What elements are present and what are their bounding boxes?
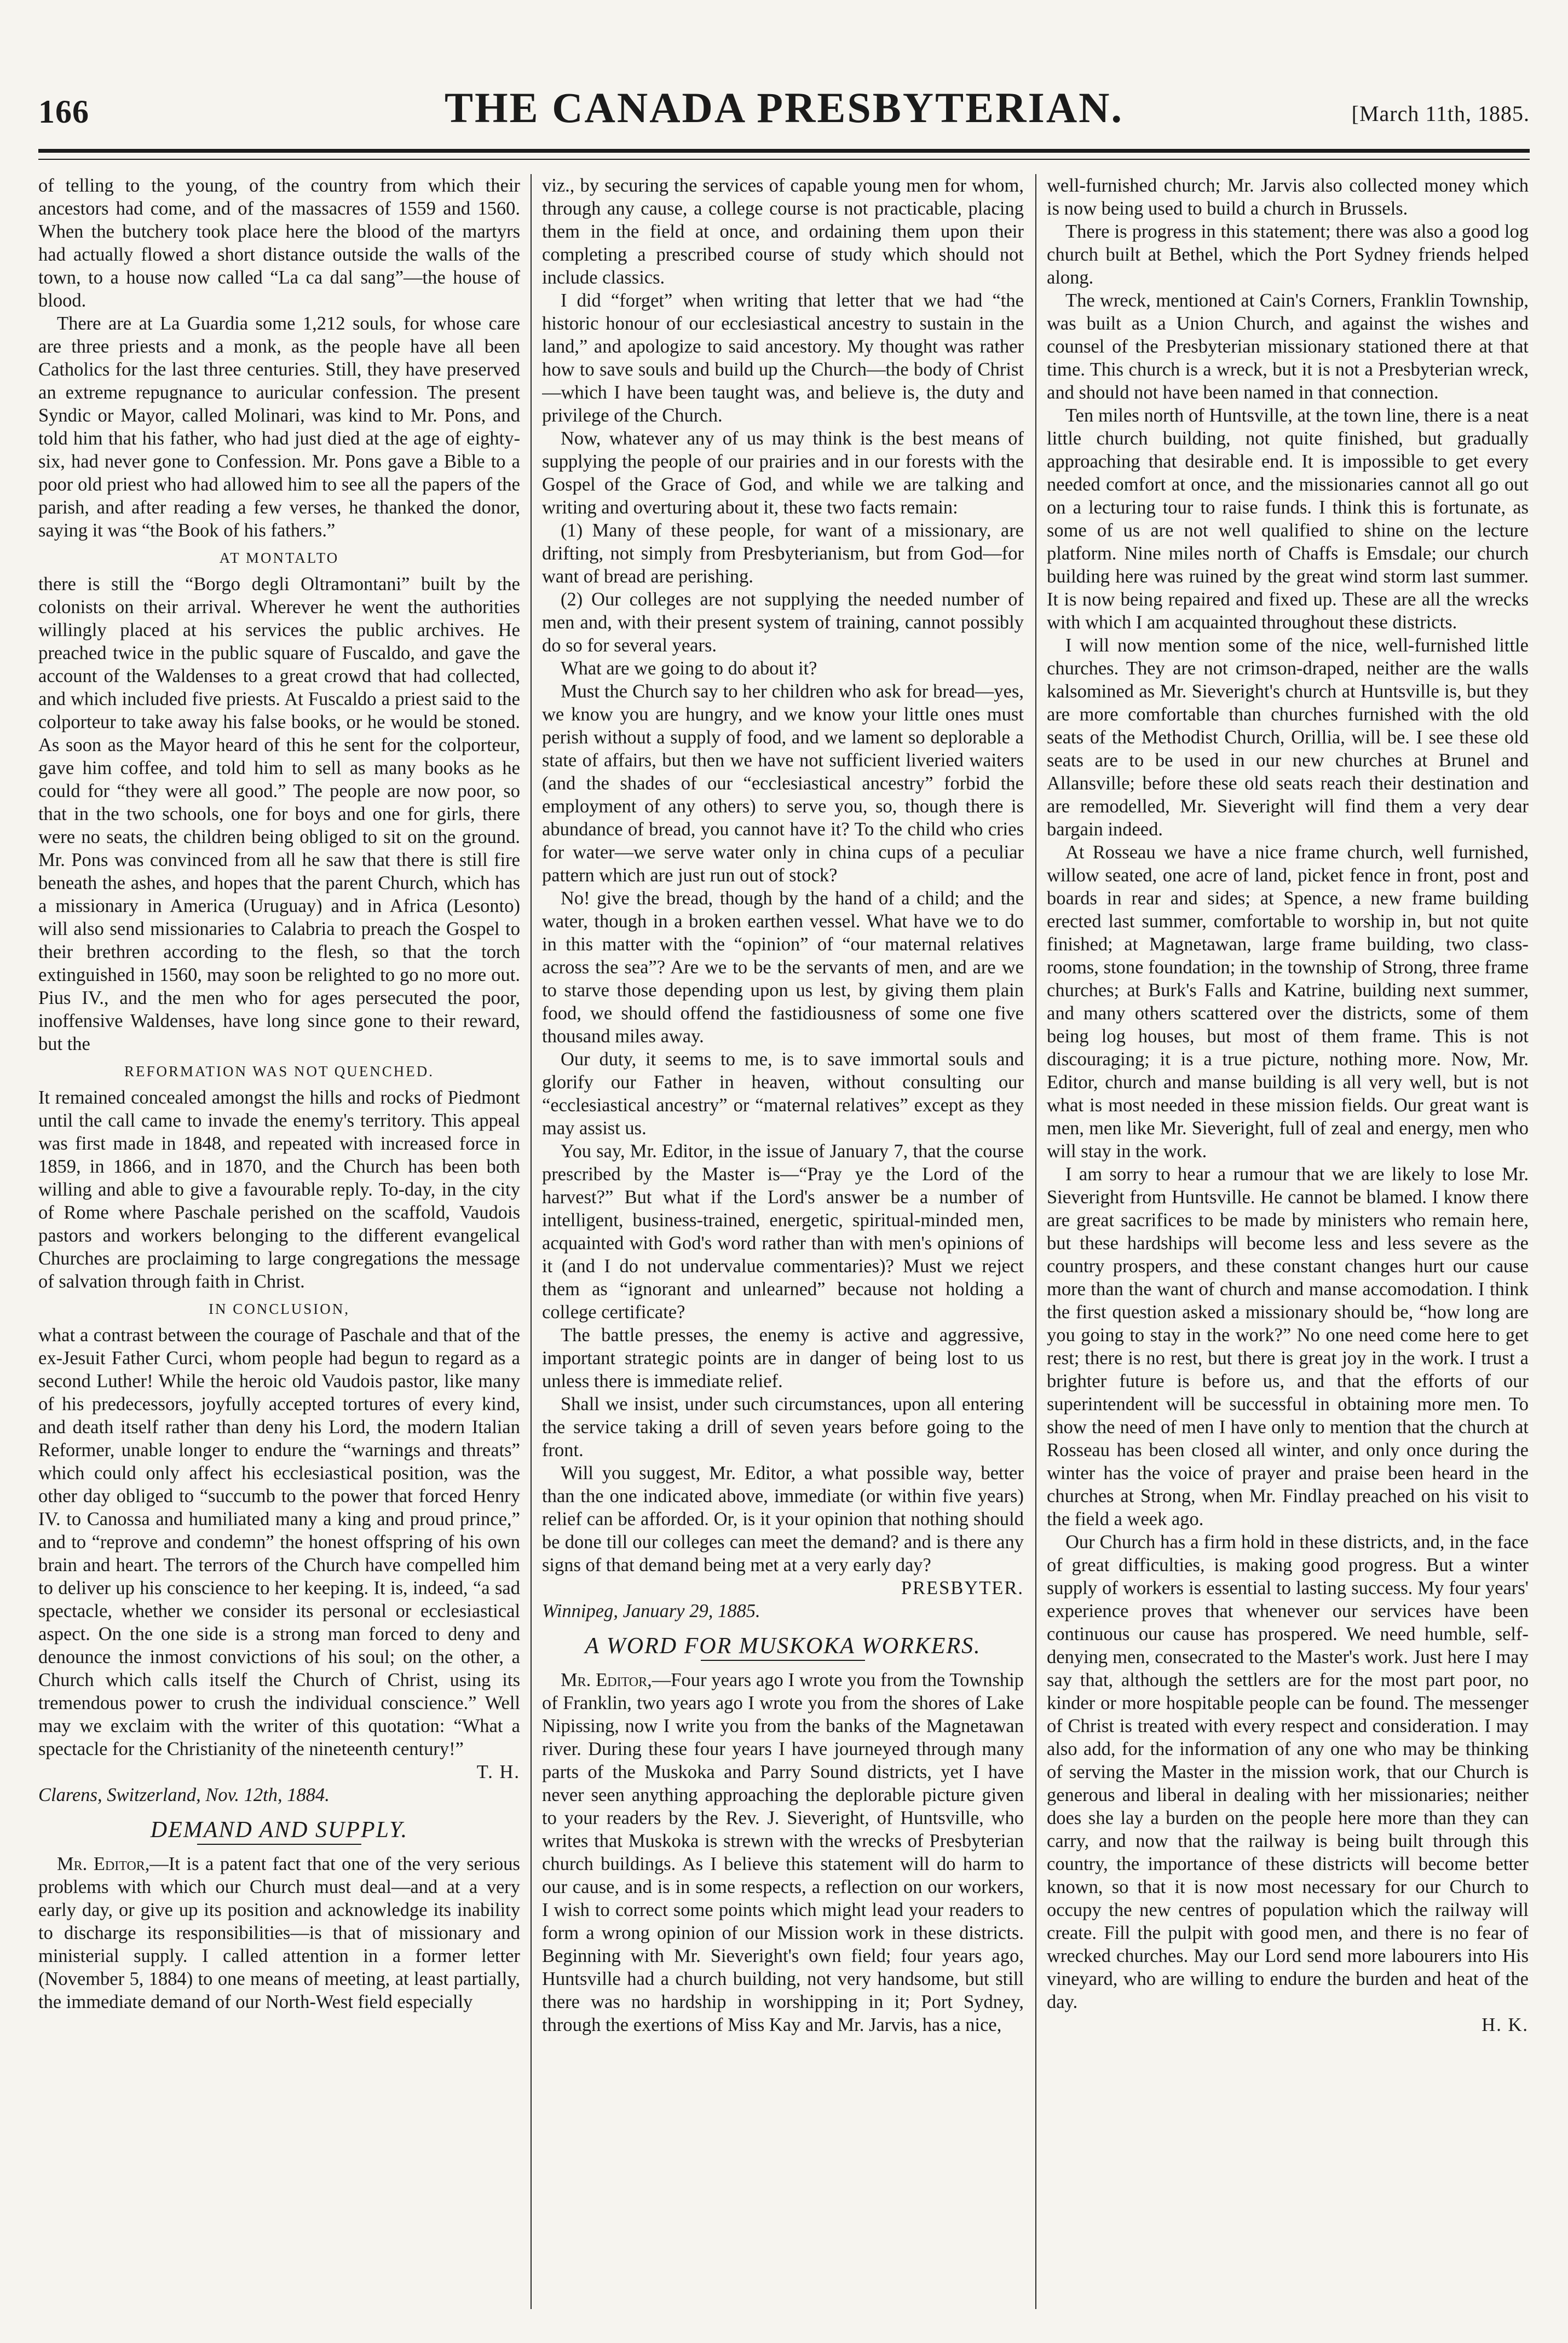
paragraph: No! give the bread, though by the hand of a child; and the water, though in a broken earthen vessel. What have we to do in this matter with the “opinion” of “our maternal relatives across the sea”? Are we to be the servants of men, and are we to starve those depending upon us lest, by giving them plain food, we should offend the fastidiousness of some one five thousand miles away. [542,888,1024,1047]
paragraph: (1) Many of these people, for want of a missionary, are drifting, not simply from Presbyterianism, but from God—for want of bread are perishing. [542,520,1024,587]
dateline: Clarens, Switzerland, Nov. 12th, 1884. [38,1785,330,1805]
paragraph: there is still the “Borgo degli Oltramontani” built by the colonists on their arrival. Wherever he went the authorities willingly placed at his services the public archives. He preached twice in the public square of Fuscaldo, and gave the account of the Waldenses to a great crowd that had collected, and which included five priests. At Fuscaldo a priest said to the colporteur to take away his false books, or he would be stoned. As soon as the Mayor heard of this he sent for the colporteur, gave him coffee, and told him to sell as many books as he could for “they were all good.” The people are now poor, so that in the two schools, one for boys and one for girls, there were no seats, the children being obliged to sit on the ground. Mr. Pons was convinced from all he saw that there is still fire beneath the ashes, and hopes that the parent Church, which has a missionary in America (Uruguay) and in Africa (Lesonto) will also send missionaries to Calabria to preach the Gospel to their brethren according to the flesh, so that the torch extinguished in 1560, may soon be relighted to go no more out. Pius IV., and the men who for ages persecuted the poor, inoffensive Waldenses, have long since gone to their reward, but the [38,574,520,1054]
column-1 [38,174,520,2309]
paragraph: Our duty, it seems to me, is to save immortal souls and glorify our Father in heaven, without consulting our “ecclesiastical ancestry” or “maternal relatives” except as they may assist us. [542,1049,1024,1139]
paragraph: At Rosseau we have a nice frame church, well furnished, willow seated, one acre of land, picket fence in front, post and boards in rear and sides; at Spence, a new frame building erected last summer, comfortable to worship in, but not quite finished; at Magnetawan, large frame building, two class-rooms, stone foundation; in the township of Strong, three frame churches; at Burk's Falls and Katrine, building next summer, and many others scattered over the districts, some of them being log houses, but most of them frame. This is not discouraging; it is a true picture, nothing more. Now, Mr. Editor, church and manse building is all very well, but is not what is most needed in these mission fields. Our great want is men, men like Mr. Sieveright, full of zeal and energy, men who will stay in the work. [1047,842,1529,1162]
paragraph: (2) Our colleges are not supplying the needed number of men and, with their present system of training, cannot possibly do so for several years. [542,589,1024,656]
paragraph: The battle presses, the enemy is active and aggressive, important strategic points are in danger of being lost to us unless there is immediate relief. [542,1325,1024,1392]
subheading: IN CONCLUSION, [209,1301,350,1317]
paragraph: Must the Church say to her children who ask for bread—yes, we know you are hungry, and we know your little ones must perish without a supply of food, and we lament so deplorable a state of affairs, but then we have not sufficient liveried waiters (and the shades of our “ecclesiastical ancestry” forbid the employment of any others) to serve you, so, though there is abundance of bread, you cannot have it? To the child who cries for water—we serve water only in china cups of a peculiar pattern which are just run out of stock? [542,681,1024,886]
dateline: Winnipeg, January 29, 1885. [542,1601,760,1621]
article-title: DEMAND AND SUPPLY. [150,1817,408,1843]
column-divider [1035,174,1036,2309]
subheading: AT MONTALTO [219,550,339,566]
paragraph: what a contrast between the courage of Paschale and that of the ex-Jesuit Father Curci, whom people had begun to regard as a second Luther! While the heroic old Vaudois pastor, like many of his predecessors, joyfully accepted tortures of every kind, and death itself rather than deny his Lord, the modern Italian Reformer, unable longer to endure the “warnings and threats” which could only affect his ecclesiastical position, was the other day obliged to “succumb to the power that forced Henry IV. to Canossa and humiliated many a king and proud prince,” and to “reprove and condemn” the honest offspring of his own brain and heart. The terrors of the Church have compelled him to deliver up his conscience to her keeping. It is, indeed, “a sad spectacle, whether we consider its personal or ecclesiastical aspect. On the one side is a strong man forced to deny and denounce the inmost convictions of his soul; on the other, a Church which calls itself the Church of Christ, using its tremendous power to crush the individual conscience.” Well may we exclaim with the writer of this quotation: “What a spectacle for the Christianity of the nineteenth century!” [38,1325,520,1759]
paragraph: There is progress in this statement; there was also a good log church built at Bethel, which the Port Sydney friends helped along. [1047,221,1529,288]
paragraph: It remained concealed amongst the hills and rocks of Piedmont until the call came to invade the enemy's territory. This appeal was first made in 1848, and repeated with increased force in 1859, in 1866, and in 1870, and the Church has been both willing and able to give a favourable reply. To-day, in the city of Rome where Paschale perished on the scaffold, Vaudois pastors and workers belonging to the different evangelical Churches are proclaiming to large congregations the message of salvation through faith in Christ. [38,1087,520,1292]
column-divider [531,174,532,2309]
masthead [38,82,1530,148]
paragraph-text: —Four years ago I wrote you from the Township of Franklin, two years ago I wrote you from the shores of Lake Nipissing, now I write you from the banks of the Magnetawan river. During these four years I have journeyed through many parts of the Muskoka and Parry Sound districts, yet I have never seen anything approaching the deplorable picture given to your readers by the Rev. J. Sieveright, of Huntsville, who writes that Muskoka is strewn with the wrecks of Presbyterian church buildings. As I believe this statement will do harm to our cause, and is in some respects, a reflection on our workers, I wish to correct some points which might lead your readers to form a wrong opinion of our Mission work in these districts. Beginning with Mr. Sieveright's own field; four years ago, Huntsville had a church building, not very handsome, but still there was no hardship in worshipping in it; Port Sydney, through the exertions of Miss Kay and Mr. Jarvis, has a nice, [542,1670,1024,2035]
paragraph: What are we going to do about it? [561,658,817,679]
paragraph: viz., by securing the services of capable young men for whom, through any cause, a college course is not practicable, placing them in the field at once, and ordaining them upon their completing a prescribed course of study which should not include classics. [542,175,1024,288]
paragraph: There are at La Guardia some 1,212 souls, for whose care are three priests and a monk, as the people have all been Catholics for the last three centuries. Still, they have preserved an extreme repugnance to auricular confession. The present Syndic or Mayor, called Molinari, was kind to Mr. Pons, and told him that his father, who had just died at the age of eighty-six, had never gone to Confession. Mr. Pons gave a Bible to a poor old priest who had allowed him to see all the papers of the parish, and after reading a few verses, he thanked the donor, saying it was “the Book of his fathers.” [38,313,520,541]
signature: T. H. [476,1762,520,1782]
header-rule-thin [38,159,1530,160]
subheading: REFORMATION WAS NOT QUENCHED. [124,1063,435,1080]
paragraph: Ten miles north of Huntsville, at the town line, there is a neat little church building, not quite finished, but gradually approaching that desirable end. It is impossible to get every needed comfort at once, and the missionaries cannot all go out on a lecturing tour to raise funds. I think this is fortunate, as some of us are not well qualified to shine on the lecture platform. Nine miles north of Chaffs is Emsdale; our church building here was ruined by the great wind storm last summer. It is now being repaired and fixed up. These are all the wrecks with which I am acquainted throughout these districts. [1047,405,1529,633]
paragraph: Now, whatever any of us may think is the best means of supplying the people of our prairies and in our forests with the Gospel of the Grace of God, and while we are talking and writing and overturing about it, these two facts remain: [542,428,1024,518]
paragraph: Our Church has a firm hold in these districts, and, in the face of great difficulties, is making good progress. But a winter supply of workers is essential to lasting success. My four years' experience proves that whenever our services have been continuous our cause has prospered. We need humble, self-denying men, consecrated to the Master's work. Just here I may say that, although the settlers are for the most part poor, no kinder or more hospitable people can be found. The messenger of Christ is treated with every respect and consideration. I may also add, for the information of any one who may be thinking of serving the Master in the mission work, that our Church is generous and liberal in dealing with her missionaries; neither does she lay a burden on the people here more than they can carry, and now that the railway is being built through this country, the importance of these districts will become better known, so that it is now most necessary for our Church to occupy the new centres of population which the railway will create. Fill the pulpit with good men, and there is no fear of wrecked churches. May our Lord send more labourers into His vineyard, who are willing to endure the burden and heat of the day. [1047,1532,1529,2012]
paragraph-text: —It is a patent fact that one of the very serious problems with which our Church must deal—and at a very early day, or give up its position and acknowledge its inability to discharge its responsibilities—is that of missionary and ministerial supply. I called attention in a former letter (November 5, 1884) to one means of meeting, at least partially, the immediate demand of our North-West field especially [38,1854,520,2012]
paragraph: I did “forget” when writing that letter that we had “the historic honour of our ecclesiastical ancestry to sustain in the land,” and apologize to said ancestory. My thought was rather how to save souls and build up the Church—the body of Christ—which I have been taught was, and believe is, the duty and privilege of the Church. [542,290,1024,426]
paragraph [542,1669,1024,2036]
paragraph: of telling to the young, of the country from which their ancestors had come, and of the massacres of 1559 and 1560. When the butchery took place here the blood of the martyrs had actually flowed a short distance outside the walls of the town, to a house now called “La ca dal sang”—the house of blood. [38,175,520,311]
column-2 [542,174,1024,2309]
paragraph: You say, Mr. Editor, in the issue of January 7, that the course prescribed by the Master is—“Pray ye the Lord of the harvest?” But what if the Lord's answer be a number of intelligent, business-trained, energetic, spiritual-minded men, acquainted with God's word rather than with men's opinions of it (and I do not undervalue commentaries)? Must we reject them as “ignorant and unlearned” because not holding a college certificate? [542,1141,1024,1323]
paragraph: I will now mention some of the nice, well-furnished little churches. They are not crimson-draped, neither are the walls kalsomined as Mr. Sieveright's church at Huntsville is, but they are more comfortable than churches furnished with the old seats of the Methodist Church, Orillia, will be. I see these old seats are to be used in our new churches at Brunel and Allansville; before these old seats reach their destination and are remodelled, Mr. Sieveright will find them a very dear bargain indeed. [1047,635,1529,840]
salutation: Mr. Editor, [57,1854,150,1874]
signature: H. K. [1481,2015,1529,2035]
paragraph: well-furnished church; Mr. Jarvis also collected money which is now being used to build a church in Brussels. [1047,175,1529,219]
paragraph: Shall we insist, under such circumstances, upon all entering the service taking a drill of seven years before going to the front. [542,1394,1024,1461]
signature: PRESBYTER. [901,1578,1024,1598]
salutation: Mr. Editor, [561,1670,652,1690]
header-rule [38,149,1530,153]
issue-date: [March 11th, 1885. [1351,101,1530,126]
paragraph: I am sorry to hear a rumour that we are likely to lose Mr. Sieveright from Huntsville. He cannot be blamed. I know there are great sacrifices to be made by ministers who remain here, but these hardships will become less and less severe as the country prospers, and these constant changes hurt our cause more than the want of church and manse accomodation. I think the first question asked a missionary should be, “how long are you going to stay in the work?” No one need come here to get rest; there is no rest, but there is great joy in the work. I trust a brighter future is before us, and that the efforts of our superintendent will be successful in obtaining more men. To show the need of men I have only to mention that the church at Rosseau has been closed all winter, and only once during the winter has the voice of prayer and praise been heard in the churches at Strong, when Mr. Findlay preached on his visit to the field a week ago. [1047,1164,1529,1530]
article-title: A WORD FOR MUSKOKA WORKERS. [585,1634,981,1659]
column-3 [1047,174,1529,2309]
paragraph [38,1853,520,2013]
paper-title: THE CANADA PRESBYTERIAN. [444,84,1124,131]
page-number: 166 [38,94,89,130]
title-rule [701,1660,865,1661]
paragraph: Will you suggest, Mr. Editor, a what possible way, better than the one indicated above, immediate (or within five years) relief can be afforded. Or, is it your opinion that nothing should be done till our colleges can meet the demand? and is there any signs of that demand being met at a very early day? [542,1463,1024,1576]
title-rule [197,1844,361,1845]
paragraph: The wreck, mentioned at Cain's Corners, Franklin Township, was built as a Union Church, and against the wishes and counsel of the Presbyterian missionary stationed there at that time. This church is a wreck, but it is not a Presbyterian wreck, and should not have been named in that connection. [1047,290,1529,403]
